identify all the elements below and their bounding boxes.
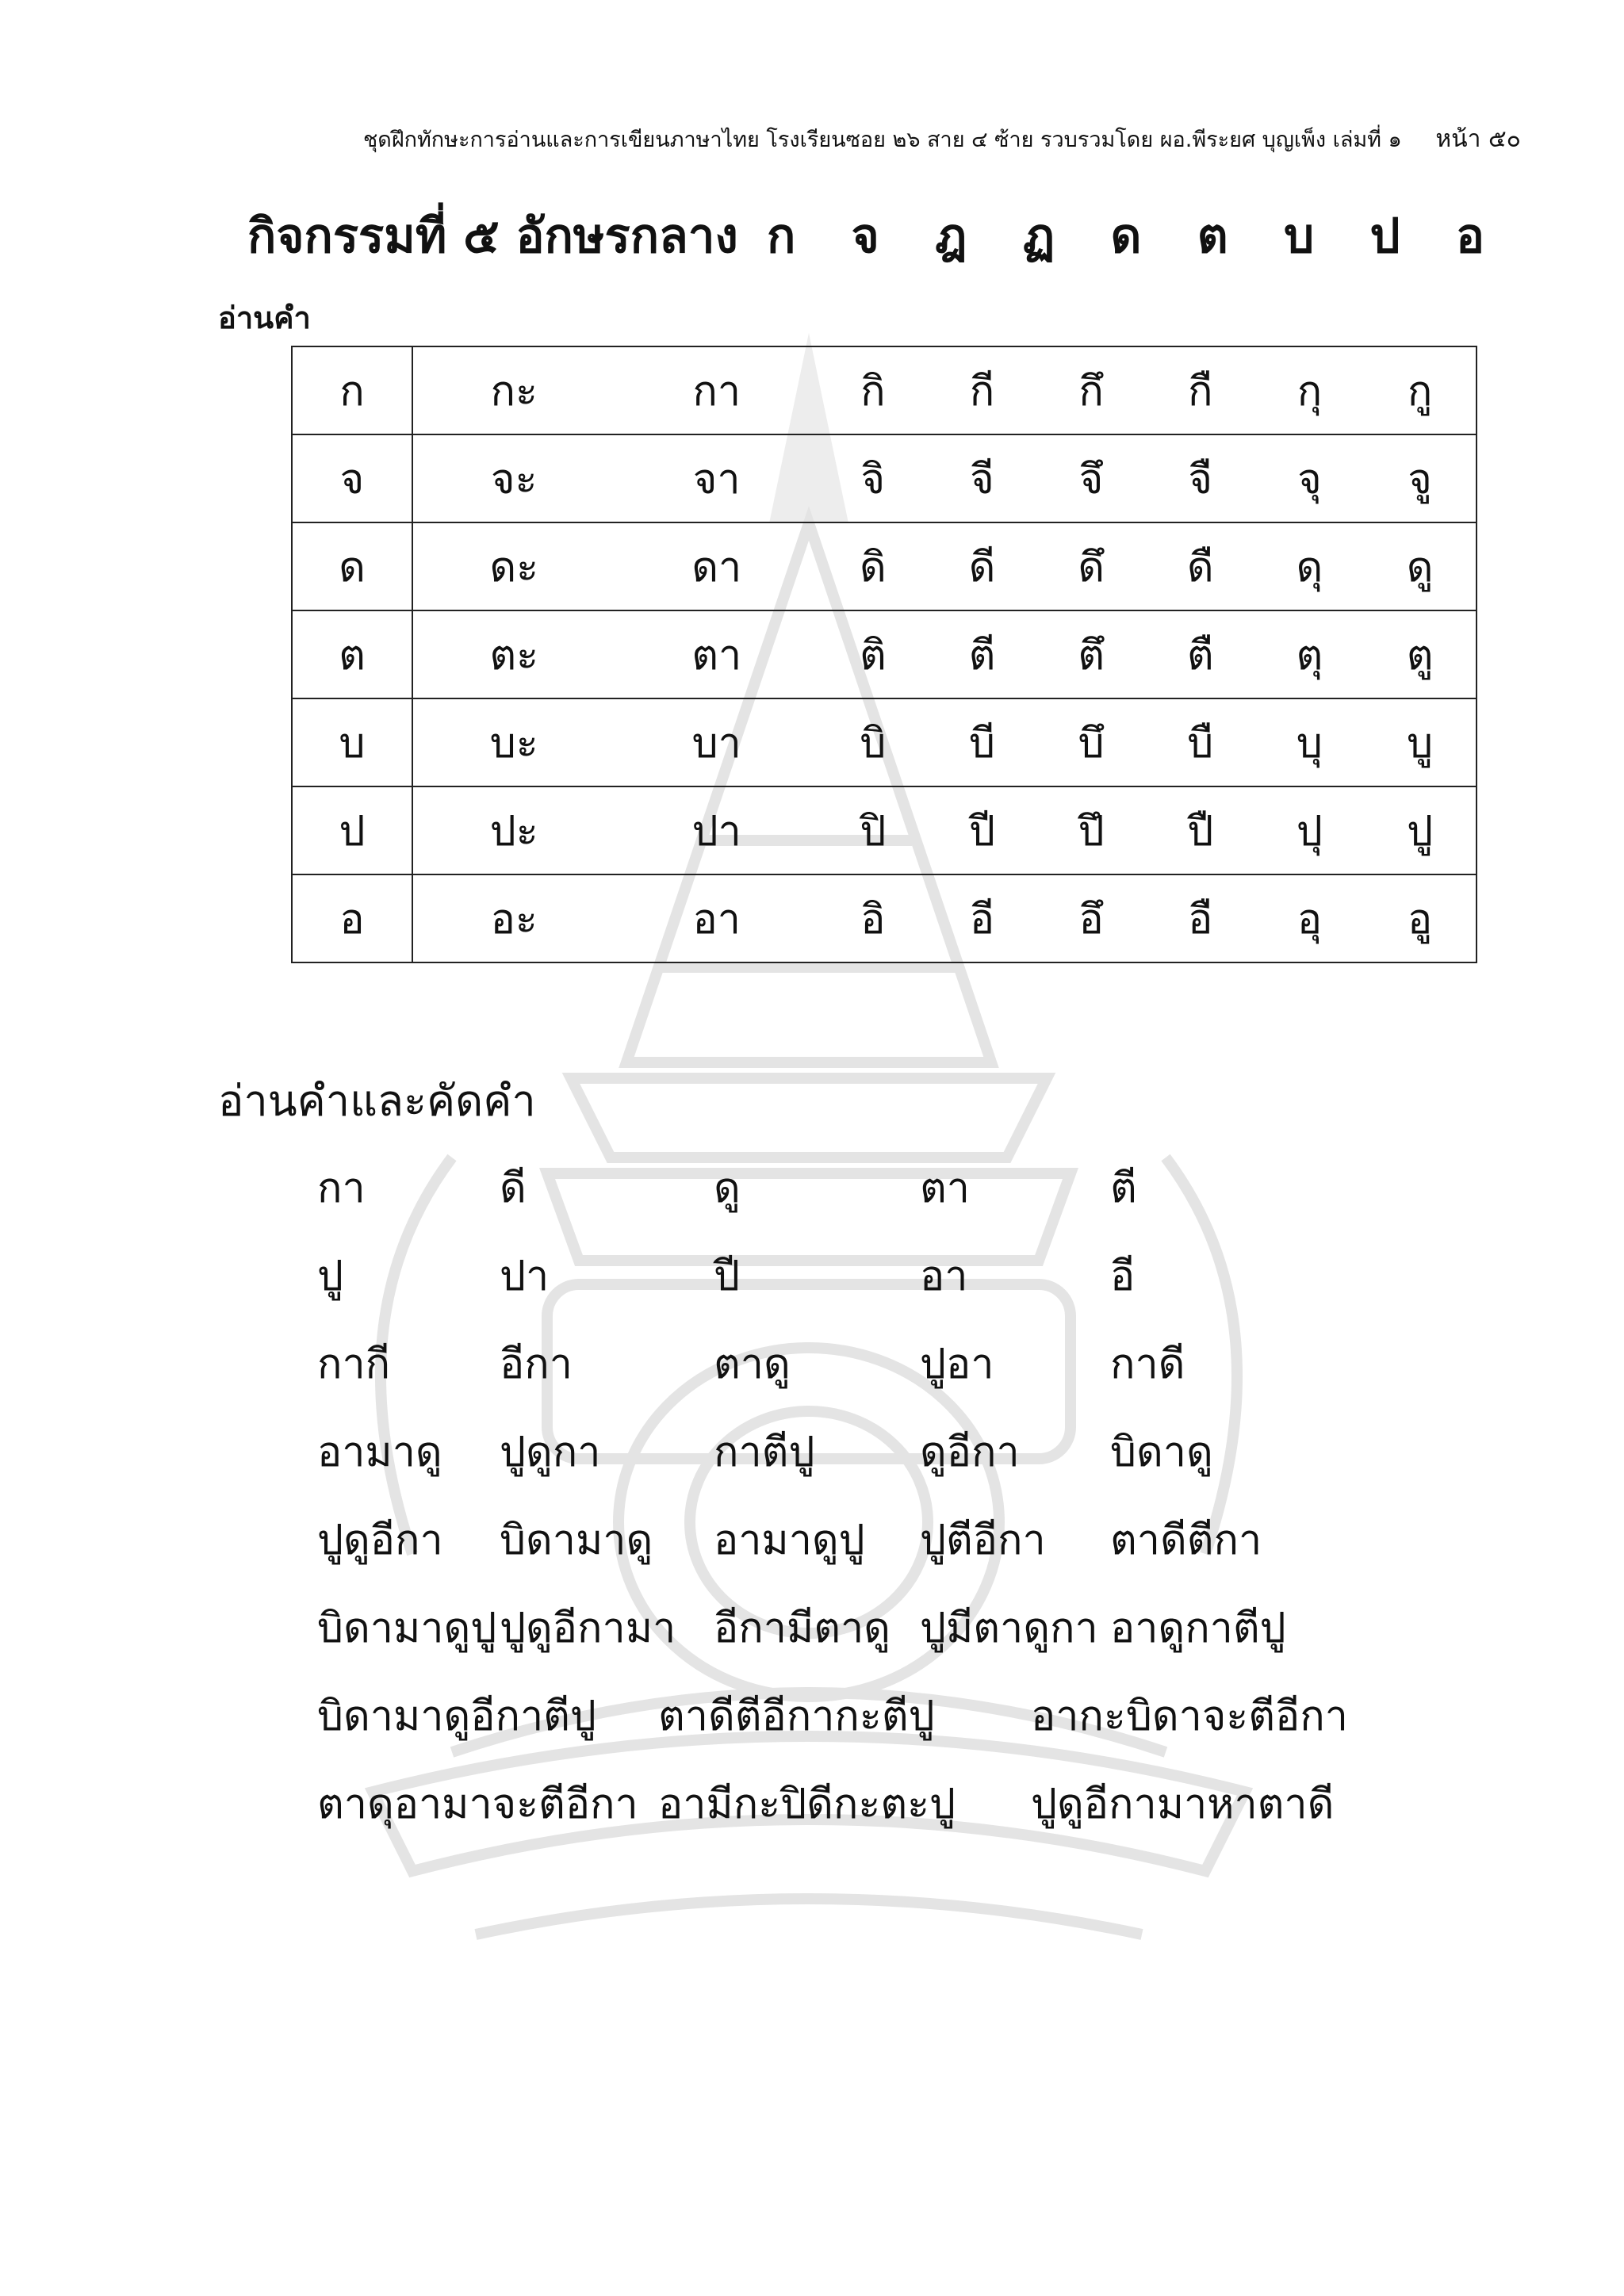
header-text: ชุดฝึกทักษะการอ่านและการเขียนภาษาไทย โรงเรียนซอย ๒๖ สาย ๔ ซ้าย รวบรวมโดย ผอ.พีระยศ บุญเพ็ง เล่มที่ ๑ [362, 128, 1402, 152]
syllable-cell: ดุ [1255, 522, 1365, 610]
row-consonant: ก [292, 346, 412, 434]
consonant: ก [767, 209, 796, 264]
practice-word: ตาดีตีอีกากะตีปู [658, 1693, 935, 1740]
syllable-cell: บี [928, 698, 1037, 786]
practice-word: กากี [317, 1341, 391, 1388]
syllable-cell: กา [615, 346, 818, 434]
syllable-cell: บา [615, 698, 818, 786]
syllable-cell: ตุ [1255, 610, 1365, 698]
practice-word: ตาดีตีกา [1110, 1517, 1262, 1564]
syllable-cell: ตา [615, 610, 818, 698]
practice-word: ตา [920, 1165, 970, 1212]
syllable-row [292, 434, 1477, 522]
syllable-cell: ปะ [412, 786, 615, 874]
syllable-cell: อุ [1255, 874, 1365, 962]
practice-word: กาตีปู [714, 1429, 815, 1476]
practice-word: ปี [714, 1253, 741, 1300]
row-consonant: ด [292, 522, 412, 610]
syllable-cell: อึ [1036, 874, 1146, 962]
syllable-cell: กื [1146, 346, 1255, 434]
row-consonant: ป [292, 786, 412, 874]
practice-word: อา [920, 1253, 968, 1300]
word-row [317, 1506, 1507, 1594]
consonant: จ [851, 209, 879, 264]
syllable-cell: จิ [818, 434, 928, 522]
consonant: ด [1110, 209, 1142, 264]
syllable-row [292, 698, 1477, 786]
practice-word: ตาดุอามาจะตีอีกา [317, 1781, 638, 1828]
syllable-cell: บะ [412, 698, 615, 786]
word-row [317, 1330, 1507, 1418]
row-consonant: จ [292, 434, 412, 522]
syllable-row [292, 346, 1477, 434]
practice-word: อามาดู [317, 1429, 442, 1476]
practice-word: อามาดูปู [714, 1517, 865, 1564]
word-row [317, 1682, 1507, 1770]
syllable-cell: ปา [615, 786, 818, 874]
practice-word: ปู [317, 1253, 344, 1300]
syllable-cell: กู [1364, 346, 1477, 434]
syllable-cell: ดู [1364, 522, 1477, 610]
syllable-cell: ปึ [1036, 786, 1146, 874]
syllable-cell: จา [615, 434, 818, 522]
practice-word: อากะบิดาจะตีอีกา [1031, 1693, 1348, 1740]
syllable-cell: บื [1146, 698, 1255, 786]
consonant: อ [1455, 209, 1484, 264]
syllable-cell: ดะ [412, 522, 615, 610]
consonant: ฏ [1022, 209, 1055, 264]
practice-word: ดี [500, 1165, 527, 1212]
syllable-cell: ตึ [1036, 610, 1146, 698]
consonant: ฎ [935, 209, 967, 264]
syllable-cell: อะ [412, 874, 615, 962]
section-heading-read-and-copy: อ่านคำและคัดคำ [218, 1076, 536, 1126]
syllable-cell: ปุ [1255, 786, 1365, 874]
syllable-cell: จื [1146, 434, 1255, 522]
practice-word: อีกา [500, 1341, 573, 1388]
syllable-cell: ปู [1364, 786, 1477, 874]
practice-word: กา [317, 1165, 366, 1212]
syllable-cell: ปิ [818, 786, 928, 874]
syllable-cell: อี [928, 874, 1037, 962]
syllable-row [292, 610, 1477, 698]
syllable-cell: กี [928, 346, 1037, 434]
practice-word: บิดามาดูปู [317, 1605, 497, 1652]
syllable-cell: ดา [615, 522, 818, 610]
syllable-cell: จะ [412, 434, 615, 522]
practice-word: ตาดู [714, 1341, 791, 1388]
word-row [317, 1770, 1507, 1858]
practice-word: อีกามีตาดู [714, 1605, 891, 1652]
syllable-cell: ปี [928, 786, 1037, 874]
activity-title-main: กิจกรรมที่ ๕ อักษรกลาง [247, 209, 738, 264]
practice-word: ปูดูอีกามา [500, 1605, 676, 1652]
practice-word: ปูดูกา [500, 1429, 601, 1476]
syllable-cell: กิ [818, 346, 928, 434]
syllable-cell: ดื [1146, 522, 1255, 610]
practice-word: ปูอา [920, 1341, 994, 1388]
syllable-cell: กุ [1255, 346, 1365, 434]
syllable-cell: ตะ [412, 610, 615, 698]
middle-consonants [767, 198, 1484, 274]
syllable-cell: อู [1364, 874, 1477, 962]
syllable-cell: บุ [1255, 698, 1365, 786]
practice-word: ตี [1110, 1165, 1137, 1212]
syllable-cell: บิ [818, 698, 928, 786]
syllable-cell: จุ [1255, 434, 1365, 522]
syllable-cell: อา [615, 874, 818, 962]
syllable-cell: บึ [1036, 698, 1146, 786]
row-consonant: บ [292, 698, 412, 786]
syllable-cell: กึ [1036, 346, 1146, 434]
practice-word: บิดามาดูอีกาตีปู [317, 1693, 596, 1740]
syllable-cell: จึ [1036, 434, 1146, 522]
syllable-row [292, 786, 1477, 874]
syllable-cell: อิ [818, 874, 928, 962]
syllable-cell: จู [1364, 434, 1477, 522]
consonant: ป [1369, 209, 1400, 264]
practice-word: บิดาดู [1110, 1429, 1213, 1476]
practice-word: อาดูกาตีปู [1110, 1605, 1286, 1652]
syllable-row [292, 522, 1477, 610]
practice-word: ปูดูอีกามาหาตาดี [1031, 1781, 1335, 1828]
syllable-cell: จี [928, 434, 1037, 522]
syllable-cell: อื [1146, 874, 1255, 962]
section-heading-read-words: อ่านคำ [218, 300, 311, 335]
syllable-cell: ตื [1146, 610, 1255, 698]
word-row [317, 1242, 1507, 1330]
practice-word: ดู [714, 1165, 741, 1212]
practice-word: กาดี [1110, 1341, 1185, 1388]
practice-word: บิดามาดู [500, 1517, 653, 1564]
practice-word: ดูอีกา [920, 1429, 1020, 1476]
page-header [363, 121, 1521, 158]
consonant: ต [1197, 209, 1228, 264]
syllable-cell: ดิ [818, 522, 928, 610]
syllable-cell: ติ [818, 610, 928, 698]
syllable-row [292, 874, 1477, 962]
practice-word: ปา [500, 1253, 550, 1300]
syllable-cell: ดึ [1036, 522, 1146, 610]
syllable-cell: ดี [928, 522, 1037, 610]
consonant: บ [1284, 209, 1315, 264]
word-practice-list [317, 1154, 1507, 1858]
practice-word: ปูตีอีกา [920, 1517, 1046, 1564]
syllable-cell: ปื [1146, 786, 1255, 874]
word-row [317, 1418, 1507, 1506]
row-consonant: ต [292, 610, 412, 698]
syllable-cell: ตี [928, 610, 1037, 698]
practice-word: ปูมีตาดูกา [920, 1605, 1098, 1652]
word-row [317, 1594, 1507, 1682]
syllable-cell: บู [1364, 698, 1477, 786]
word-row [317, 1154, 1507, 1242]
syllable-table [291, 346, 1477, 963]
practice-word: อามีกะปิดีกะตะปู [658, 1781, 956, 1828]
practice-word: อี [1110, 1253, 1136, 1300]
syllable-cell: ตู [1364, 610, 1477, 698]
page-number: หน้า ๕๐ [1435, 125, 1521, 153]
row-consonant: อ [292, 874, 412, 962]
activity-title [247, 198, 1484, 274]
syllable-cell: กะ [412, 346, 615, 434]
practice-word: ปูดูอีกา [317, 1517, 443, 1564]
